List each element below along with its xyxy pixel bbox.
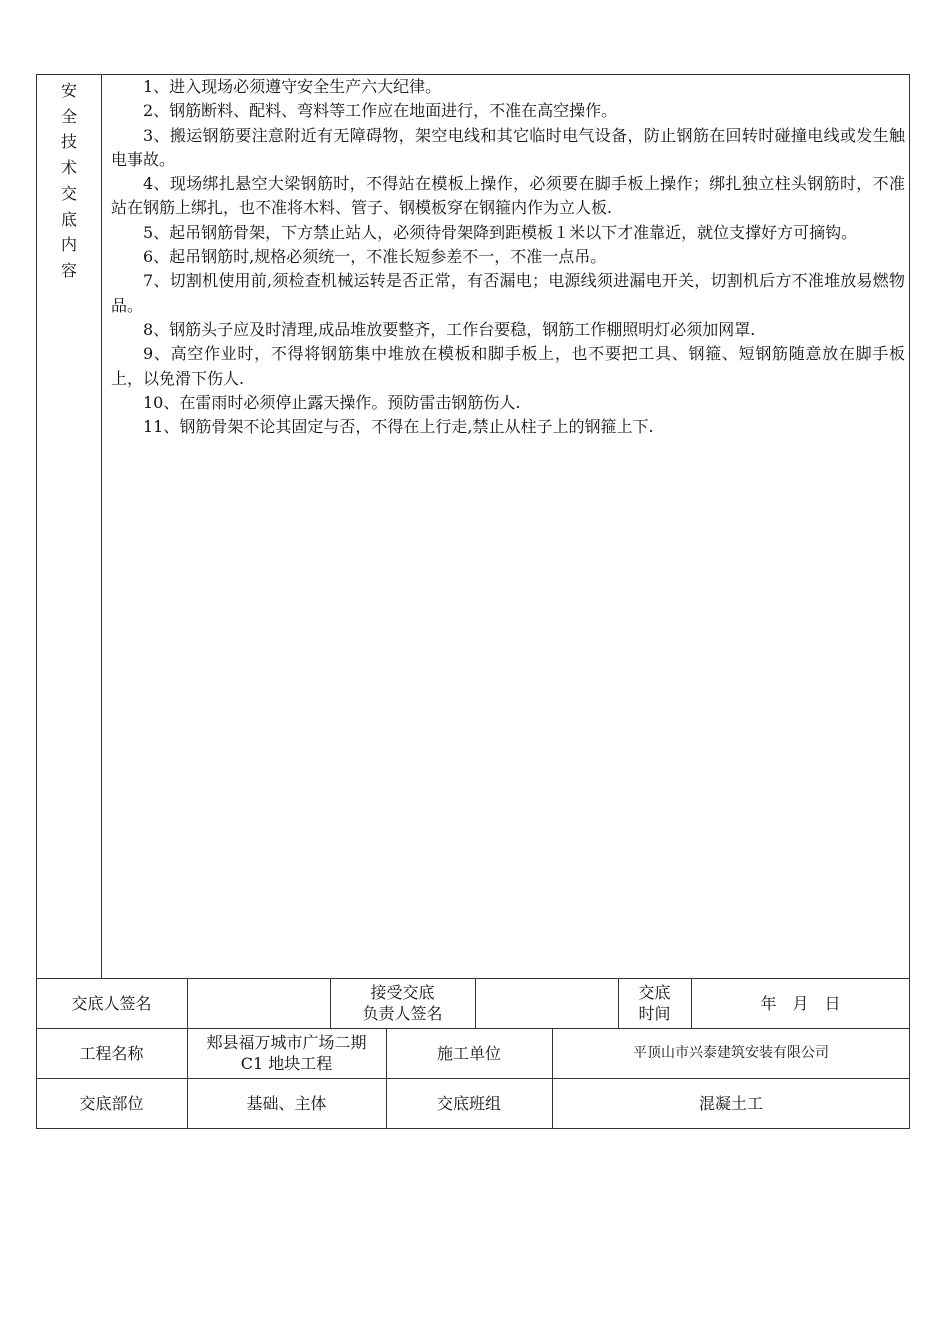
safety-item: 2、钢筋断料、配料、弯料等工作应在地面进行，不准在高空操作。 bbox=[143, 101, 618, 121]
discloser-label: 交底人签名 bbox=[71, 993, 152, 1013]
construction-unit-label: 施工单位 bbox=[436, 1043, 501, 1063]
safety-item: 5、起吊钢筋骨架，下方禁止站人，必须待骨架降到距模板１米以下才准靠近，就位支撑好方可摘钩。 bbox=[143, 222, 858, 242]
project-name-value: 郏县福万城市广场二期 C1 地块工程 bbox=[206, 1033, 367, 1073]
section-label-char: 全 bbox=[60, 106, 77, 126]
section-label-char: 术 bbox=[60, 158, 77, 178]
safety-item: 1、进入现场必须遵守安全生产六大纪律。 bbox=[143, 77, 442, 96]
safety-item: 4、现场绑扎悬空大梁钢筋时，不得站在模板上操作，必须要在脚手板上操作；绑扎独立柱头钢筋时，不准站在钢筋上绑扎，也不准将木料、管子、钢模板穿在钢箍内作为立人板. bbox=[111, 174, 905, 218]
disclosure-team-label: 交底班组 bbox=[436, 1094, 501, 1113]
receiver-label: 接受交底 负责人签名 bbox=[362, 983, 443, 1023]
section-label-char: 容 bbox=[60, 260, 77, 280]
safety-item: 7、切割机使用前,须检查机械运转是否正常，有否漏电；电源线须进漏电开关，切割机后方不准堆放易燃物品。 bbox=[111, 271, 905, 315]
section-label-char: 底 bbox=[60, 209, 77, 229]
disclosure-date[interactable]: 年 月 日 bbox=[760, 993, 841, 1013]
safety-item: 9、高空作业时，不得将钢筋集中堆放在模板和脚手板上，也不要把工具、钢箍、短钢筋随意放在脚手板上，以免滑下伤人. bbox=[111, 344, 905, 388]
safety-item: 3、搬运钢筋要注意附近有无障碍物，架空电线和其它临时电气设备，防止钢筋在回转时碰撞电线或发生触电事故。 bbox=[111, 125, 905, 169]
disclosure-team-value: 混凝土工 bbox=[698, 1094, 763, 1113]
section-label-char: 技 bbox=[60, 132, 77, 152]
safety-item: 10、在雷雨时必须停止露天操作。预防雷击钢筋伤人. bbox=[143, 392, 521, 412]
disclosure-part-label: 交底部位 bbox=[79, 1094, 144, 1113]
receiver-signature[interactable] bbox=[475, 978, 618, 1028]
safety-item: 6、起吊钢筋时,规格必须统一，不准长短参差不一，不准一点吊。 bbox=[143, 247, 607, 267]
section-label-char: 安 bbox=[60, 81, 77, 100]
safety-item: 8、钢筋头子应及时清理,成品堆放要整齐，工作台要稳，钢筋工作棚照明灯必须加网罩. bbox=[143, 319, 756, 339]
discloser-signature[interactable] bbox=[187, 978, 330, 1028]
section-label-char: 交 bbox=[60, 183, 77, 203]
project-name-label: 工程名称 bbox=[79, 1043, 144, 1063]
disclosure-part-value: 基础、主体 bbox=[246, 1094, 327, 1113]
time-label: 交底 时间 bbox=[638, 983, 671, 1023]
safety-item: 11、钢筋骨架不论其固定与否，不得在上行走,禁止从柱子上的钢箍上下. bbox=[143, 417, 654, 437]
construction-unit-value: 平顶山市兴泰建筑安装有限公司 bbox=[633, 1044, 829, 1061]
safety-content bbox=[111, 75, 905, 439]
section-label-char: 内 bbox=[60, 235, 77, 255]
section-label bbox=[36, 74, 102, 978]
